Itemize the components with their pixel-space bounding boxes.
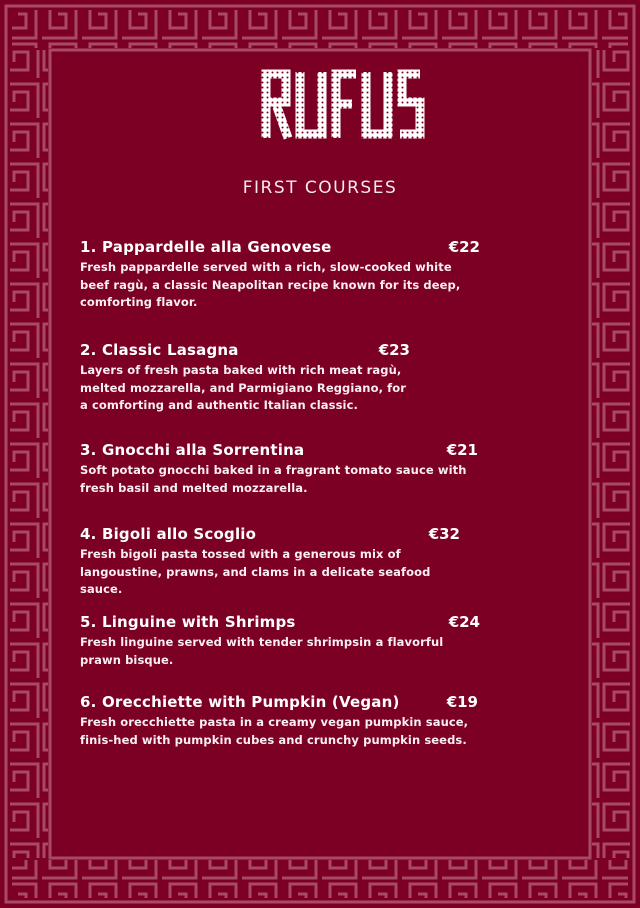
item-name: 4. Bigoli allo Scoglio: [80, 525, 257, 543]
item-description: Fresh bigoli pasta tossed with a generous mix of langoustine, prawns, and clams in a delicate seafood sauce.: [80, 547, 431, 596]
menu-item: [80, 692, 480, 749]
menu-item: [80, 237, 480, 312]
menu-item: [80, 612, 480, 669]
section-title: FIRST COURSES: [242, 178, 398, 198]
item-description: Fresh linguine served with tender shrimpsin a flavorful prawn bisque.: [80, 635, 444, 667]
item-description: Fresh orecchiette pasta in a creamy vegan pumpkin sauce, finis-hed with pumpkin cubes and crunchy pumpkin seeds.: [80, 715, 469, 747]
item-name: 2. Classic Lasagna: [80, 341, 239, 359]
item-name: 5. Linguine with Shrimps: [80, 613, 296, 631]
brand-name: RUFUS: [318, 148, 322, 149]
rufus-logo: [0, 60, 640, 150]
item-description: Fresh pappardelle served with a rich, slow-cooked white beef ragù, a classic Neapolitan recipe known for its deep, comforting flavor.: [80, 260, 461, 309]
item-price: €32: [428, 525, 460, 543]
item-price: €21: [446, 441, 478, 459]
item-price: €19: [446, 693, 478, 711]
item-price: €23: [378, 341, 410, 359]
menu-item: [80, 524, 460, 599]
item-name: 3. Gnocchi alla Sorrentina: [80, 441, 305, 459]
item-description: Layers of fresh pasta baked with rich meat ragù, melted mozzarella, and Parmigiano Reggiano, for a comforting and authentic Italian classic.: [80, 363, 407, 412]
item-description: Soft potato gnocchi baked in a fragrant tomato sauce with fresh basil and melted mozzarella.: [80, 463, 467, 495]
item-name: 1. Pappardelle alla Genovese: [80, 238, 332, 256]
menu-item: [80, 440, 480, 497]
item-price: €24: [448, 613, 480, 631]
menu-item: [80, 340, 410, 415]
item-price: €22: [448, 238, 480, 256]
item-name: 6. Orecchiette with Pumpkin (Vegan): [80, 693, 400, 711]
